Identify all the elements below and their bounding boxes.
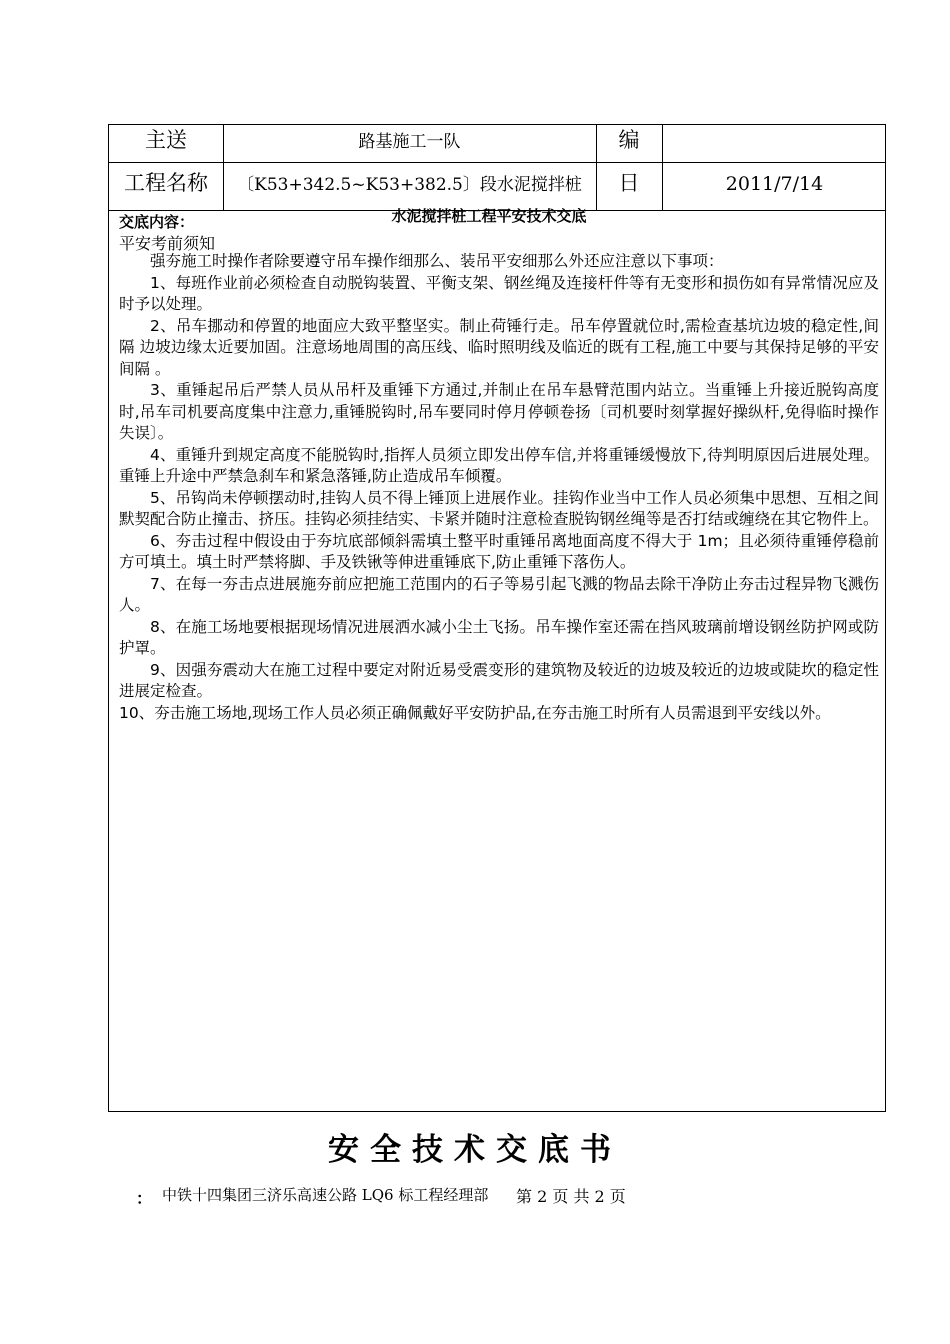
body-text xyxy=(119,251,879,724)
item-paragraph: 1、每班作业前必须检查自动脱钩装置、平衡支架、钢丝绳及连接杆件等有无变形和损伤如有异常情况应及时予以处理。 xyxy=(119,273,879,313)
item-paragraph: 4、重锤升到规定高度不能脱钩时,指挥人员须立即发出停车信,并将重锤缓慢放下,待判明原因后进展处理。重锤上升途中严禁急刹车和紧急落锤,防止造成吊车倾覆。 xyxy=(119,445,879,485)
code-value xyxy=(662,125,887,162)
project-label: 工程名称 xyxy=(124,171,208,195)
item-paragraph: 6、夯击过程中假设由于夯坑底部倾斜需填土整平时重锤吊离地面高度不得大于 1m；且必须待重锤停稳前方可填土。填土时严禁将脚、手及铁锹等伸进重锤底下,防止重锤下落伤人。 xyxy=(119,531,879,571)
send-value: 路基施工一队 xyxy=(358,131,461,152)
document-frame xyxy=(108,124,886,1112)
doc-title: 水泥搅拌桩工程平安技术交底 xyxy=(391,207,587,225)
footer-colon: ： xyxy=(136,1189,153,1208)
intro-paragraph: 强夯施工时操作者除要遵守吊车操作细那么、装吊平安细那么外还应注意以下事项： xyxy=(150,252,724,270)
date-label: 日 xyxy=(618,171,640,195)
item-paragraph: 8、在施工场地要根据现场情况进展洒水减小尘土飞扬。吊车操作室还需在挡风玻璃前增设钢丝防护网或防护罩。 xyxy=(119,617,879,657)
item-paragraph: 9、因强夯震动大在施工过程中要定对附近易受震变形的建筑物及较近的边坡及较近的边坡或陡坎的稳定性进展定检查。 xyxy=(119,660,879,700)
main-title: 安全技术交底书 xyxy=(328,1132,622,1168)
item-paragraph: 5、吊钩尚未停顿摆动时,挂钩人员不得上锤顶上进展作业。挂钩作业当中工作人员必须集中思想、互相之间默契配合防止撞击、挤压。挂钩必须挂结实、卡紧并随时注意检查脱钩钢丝绳等是否打结或缠绕在其它物件上。 xyxy=(119,488,879,528)
send-label: 主送 xyxy=(145,128,187,152)
footer-page-number: 第 2 页 共 2 页 xyxy=(516,1187,626,1206)
section-heading: 平安考前须知 xyxy=(119,234,216,253)
content-label: 交底内容： xyxy=(119,213,195,231)
item-paragraph: 7、在每一夯击点进展施夯前应把施工范围内的石子等易引起飞溅的物品去除干净防止夯击过程异物飞溅伤人。 xyxy=(119,574,879,614)
footer-org: 中铁十四集团三济乐高速公路 LQ6 标工程经理部 xyxy=(162,1186,489,1204)
item-paragraph-last: 10、夯击施工场地,现场工作人员必须正确佩戴好平安防护品,在夯击施工时所有人员需退到平安线以外。 xyxy=(119,703,831,722)
item-paragraph: 2、吊车挪动和停置的地面应大致平整坚实。制止荷锤行走。吊车停置就位时,需检查基坑边坡的稳定性,间隔 边坡边缘太近要加固。注意场地周围的高压线、临时照明线及临近的既有工程,施工中要与其保持足够的平安间隔 。 xyxy=(119,316,879,378)
date-value: 2011/7/14 xyxy=(725,173,824,195)
code-label: 编 xyxy=(618,128,640,152)
project-value: 〔K53+342.5~K53+382.5〕段水泥搅拌桩 xyxy=(237,174,582,195)
item-paragraph: 3、重锤起吊后严禁人员从吊杆及重锤下方通过,并制止在吊车悬臂范围内站立。当重锤上升接近脱钩高度时,吊车司机要高度集中注意力,重锤脱钩时,吊车要同时停月停顿卷扬〔司机要时刻掌握好操纵杆,免得临时操作失误〕。 xyxy=(119,381,879,442)
